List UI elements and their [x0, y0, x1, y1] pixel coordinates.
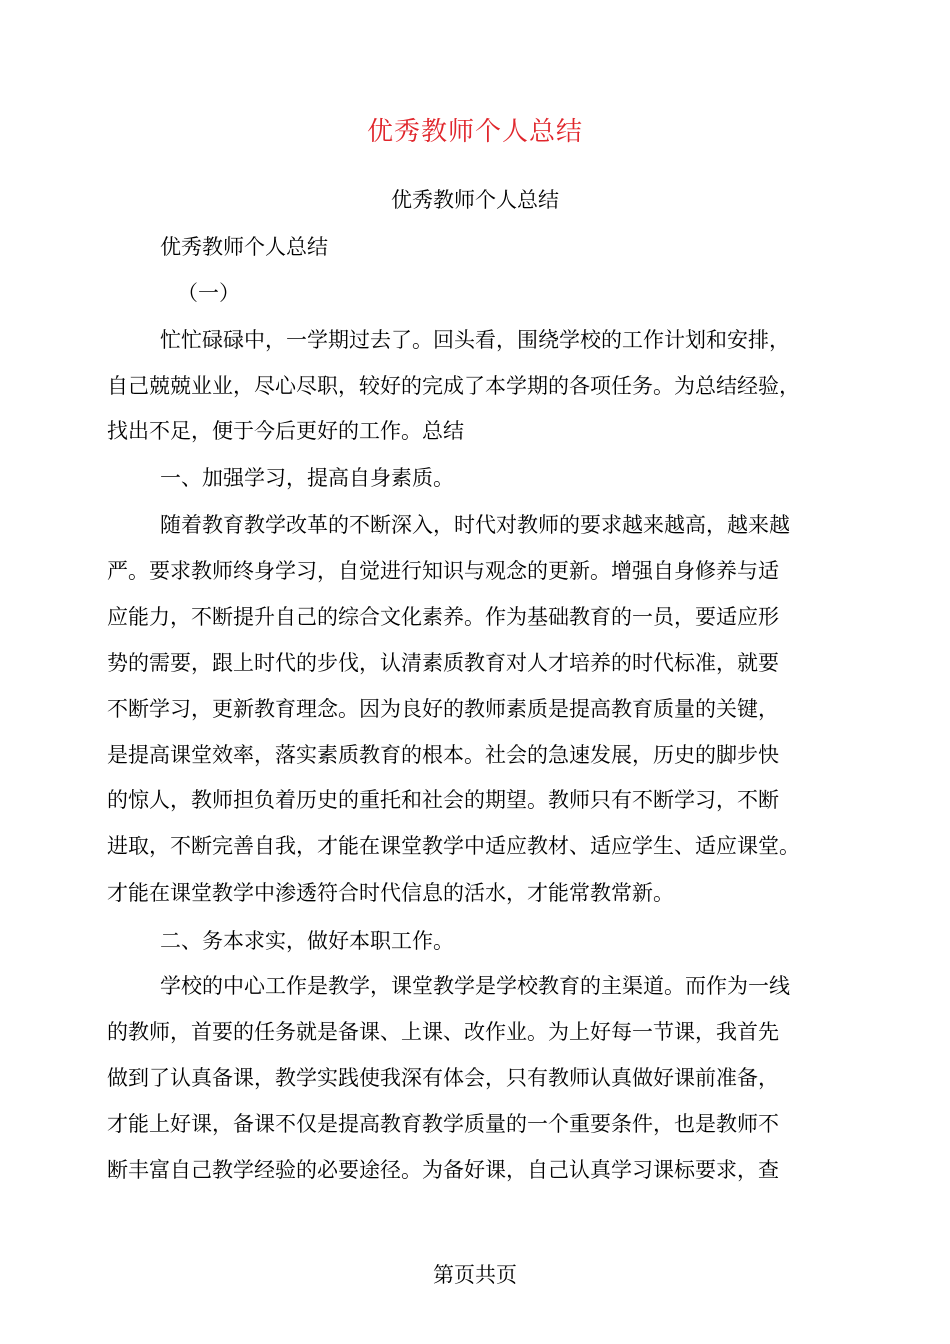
body-line: 断丰富自己教学经验的必要途径。为备好课，自己认真学习课标要求，查: [107, 1158, 779, 1182]
body-line: 才能在课堂教学中渗透符合时代信息的活水，才能常教常新。: [107, 881, 674, 905]
body-line: 学校的中心工作是教学，课堂教学是学校教育的主渠道。而作为一线: [160, 974, 790, 998]
body-line: 做到了认真备课，教学实践使我深有体会，只有教师认真做好课前准备，: [107, 1066, 779, 1090]
body-line: 势的需要，跟上时代的步伐，认清素质教育对人才培养的时代标准，就要: [107, 651, 779, 675]
body-line: 随着教育教学改革的不断深入，时代对教师的要求越来越高，越来越: [160, 513, 790, 537]
section-heading: 优秀教师个人总结: [160, 235, 328, 259]
document-subtitle: 优秀教师个人总结: [391, 188, 559, 212]
page-footer: 第页共页: [433, 1263, 517, 1287]
body-line: 进取，不断完善自我，才能在课堂教学中适应教材、适应学生、适应课堂。: [107, 834, 800, 858]
body-line: 的教师，首要的任务就是备课、上课、改作业。为上好每一节课，我首先: [107, 1020, 779, 1044]
body-line: 才能上好课，备课不仅是提高教育教学质量的一个重要条件，也是教师不: [107, 1112, 779, 1136]
body-line: 找出不足，便于今后更好的工作。总结: [107, 419, 464, 443]
body-line: 忙忙碌碌中，一学期过去了。回头看，围绕学校的工作计划和安排，: [160, 328, 790, 352]
body-line: 不断学习，更新教育理念。因为良好的教师素质是提高教育质量的关键，: [107, 697, 779, 721]
body-line: 自己兢兢业业，尽心尽职，较好的完成了本学期的各项任务。为总结经验，: [107, 374, 800, 398]
subsection-heading: 一、加强学习，提高自身素质。: [160, 466, 454, 490]
subsection-heading: 二、务本求实，做好本职工作。: [160, 929, 454, 953]
body-line: 应能力，不断提升自己的综合文化素养。作为基础教育的一员，要适应形: [107, 605, 779, 629]
body-line: 是提高课堂效率，落实素质教育的根本。社会的急速发展，历史的脚步快: [107, 743, 779, 767]
document-title: 优秀教师个人总结: [366, 117, 583, 147]
body-line: 的惊人，教师担负着历史的重托和社会的期望。教师只有不断学习，不断: [107, 788, 779, 812]
body-line: 严。要求教师终身学习，自觉进行知识与观念的更新。增强自身修养与适: [107, 559, 779, 583]
section-number: （一）: [177, 281, 240, 305]
